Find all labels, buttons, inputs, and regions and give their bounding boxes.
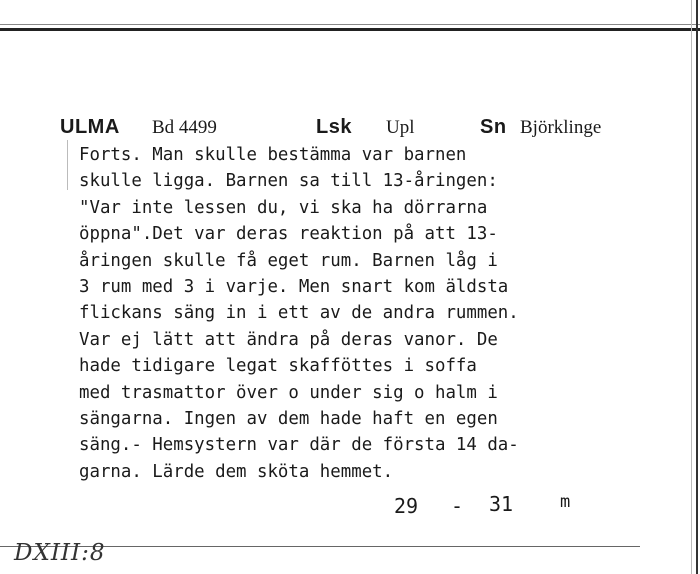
card-right-edge — [696, 0, 698, 574]
body-line: Forts. Man skulle bestämma var barnen — [79, 145, 467, 165]
sn-value: Björklinge — [520, 117, 602, 138]
page-to: 31 — [489, 492, 514, 516]
margin-line — [67, 140, 68, 190]
card-body-text — [79, 142, 679, 485]
body-line: 3 rum med 3 i varje. Men snart kom äldsta — [79, 277, 509, 298]
body-line: sängarna. Ingen av dem hade haft en egen — [79, 409, 498, 430]
body-line: säng.- Hemsystern var där de första 14 da- — [79, 435, 519, 456]
body-line: flickans säng in i ett av de andra rummen. — [79, 303, 519, 324]
body-line: "Var inte lessen du, vi ska ha dörrarna — [79, 197, 488, 218]
handwritten-note: DXIII:8 — [14, 540, 106, 566]
card-top-edge-shadow — [0, 24, 700, 25]
card-right-edge-shadow — [691, 0, 692, 574]
body-line: hade tidigare legat skafföttes i soffa — [79, 356, 477, 377]
sn-label: Sn — [480, 116, 507, 138]
body-line: garna. Lärde dem sköta hemmet. — [79, 461, 394, 482]
body-line: Var ej lätt att ändra på deras vanor. De — [79, 329, 498, 350]
body-line: skulle ligga. Barnen sa till 13-åringen: — [79, 171, 498, 192]
card-header — [60, 116, 670, 144]
lsk-label: Lsk — [316, 116, 352, 138]
lsk-value: Upl — [386, 117, 415, 138]
body-line: åringen skulle få eget rum. Barnen låg i — [79, 250, 498, 271]
record-number: Bd 4499 — [152, 117, 217, 138]
body-line: med trasmattor över o under sig o halm i — [79, 382, 498, 403]
body-line: öppna".Det var deras reaktion på att 13- — [79, 224, 498, 245]
card-top-edge — [0, 28, 700, 31]
page-dash: - — [451, 494, 464, 518]
page-from: 29 — [394, 494, 419, 518]
archive-label: ULMA — [60, 116, 120, 138]
gender-mark: m — [560, 492, 571, 512]
